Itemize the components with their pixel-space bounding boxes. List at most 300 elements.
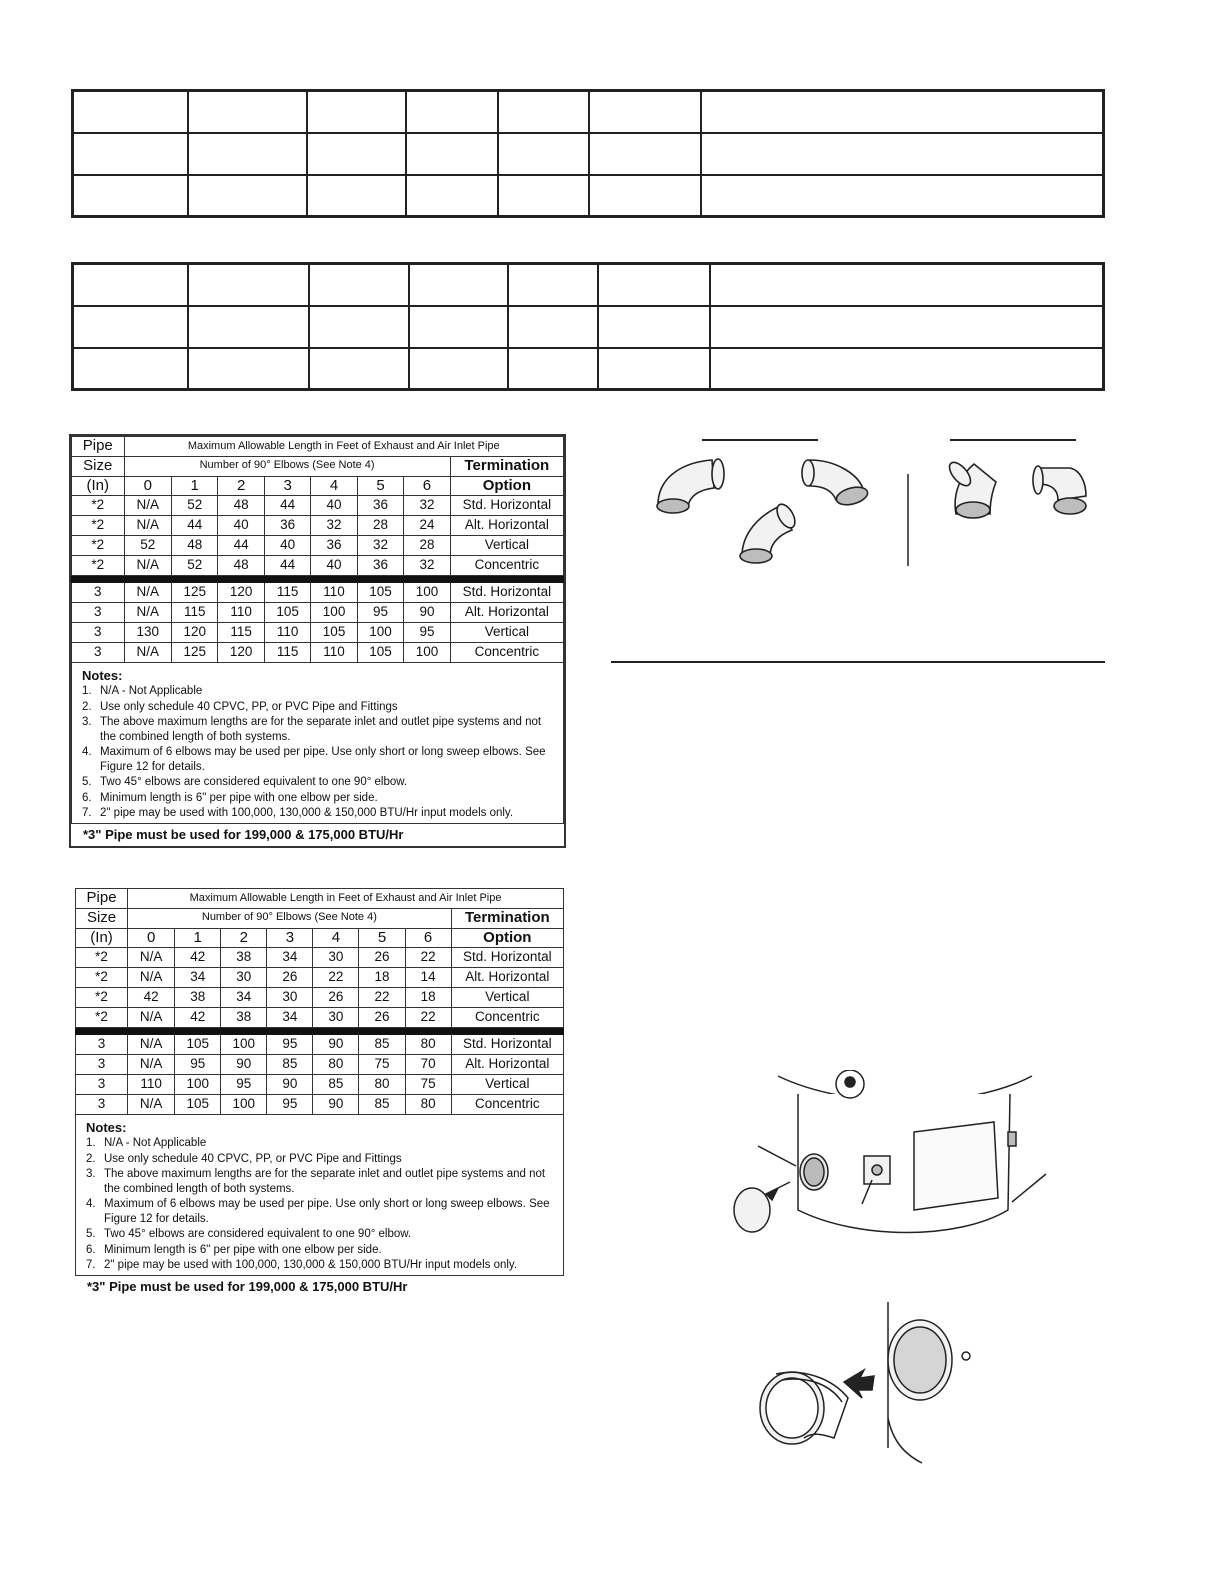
remove-arrow-icon xyxy=(766,1182,790,1200)
length-cell: 34 xyxy=(175,968,221,988)
notes-section xyxy=(75,1115,564,1276)
length-cell: 32 xyxy=(357,536,403,556)
length-cell: 36 xyxy=(311,536,357,556)
length-cell: 75 xyxy=(359,1055,405,1075)
length-cell: 3 xyxy=(72,583,125,603)
length-cell: 36 xyxy=(357,496,403,516)
termination-cell: Std. Horizontal xyxy=(451,948,563,968)
table-row xyxy=(76,988,564,1008)
termination-label: Termination xyxy=(451,908,563,928)
note-item xyxy=(82,745,553,775)
length-cell: 85 xyxy=(267,1055,313,1075)
length-cell: 40 xyxy=(264,536,310,556)
length-cell: N/A xyxy=(128,1095,175,1115)
length-cell: 110 xyxy=(311,583,357,603)
elbow-count-header: Number of 90° Elbows (See Note 4) xyxy=(124,456,450,476)
note-number: 2. xyxy=(82,700,92,713)
length-cell: 28 xyxy=(357,516,403,536)
blank-table-cell xyxy=(598,348,710,390)
blank-table-row xyxy=(73,306,1104,348)
inch-label: (In) xyxy=(76,928,128,948)
length-cell: 100 xyxy=(221,1035,267,1055)
length-cell: 18 xyxy=(405,988,451,1008)
length-cell: 100 xyxy=(357,623,403,643)
water-heater-vent-cap-figure xyxy=(728,1070,1058,1250)
note-item xyxy=(82,791,553,806)
termination-cell: Concentric xyxy=(450,556,563,576)
blank-table-1 xyxy=(71,89,1105,218)
table-row xyxy=(76,948,564,968)
table-row xyxy=(72,603,564,623)
blank-table-cell xyxy=(409,264,509,306)
blank-table-cell xyxy=(188,306,309,348)
side-knob-icon xyxy=(1008,1132,1016,1146)
size-label: Size xyxy=(72,456,125,476)
length-cell: 26 xyxy=(359,948,405,968)
note-text: N/A - Not Applicable xyxy=(104,1137,207,1150)
table-row xyxy=(76,1095,564,1115)
pipe-label: Pipe xyxy=(72,437,125,457)
note-text: The above maximum lengths are for the separate inlet and outlet pipe systems and not the combined length of both systems. xyxy=(100,715,542,743)
table-separator xyxy=(72,576,564,583)
length-cell: 36 xyxy=(264,516,310,536)
termination-cell: Alt. Horizontal xyxy=(450,603,563,623)
note-text: Minimum length is 6" per pipe with one elbow per side. xyxy=(104,1243,382,1256)
length-cell: 100 xyxy=(221,1095,267,1115)
length-cell: 44 xyxy=(264,496,310,516)
table-row xyxy=(72,583,564,603)
elbow-count-3: 3 xyxy=(264,476,310,496)
header-row-1 xyxy=(76,889,564,909)
table-row xyxy=(72,516,564,536)
note-number: 5. xyxy=(82,776,92,789)
length-cell: 105 xyxy=(357,583,403,603)
length-cell: 48 xyxy=(171,536,217,556)
length-cell: 32 xyxy=(311,516,357,536)
table-row xyxy=(76,1008,564,1028)
length-cell: *2 xyxy=(76,1008,128,1028)
length-cell: *2 xyxy=(72,496,125,516)
note-text: Two 45° elbows are considered equivalent to one 90° elbow. xyxy=(104,1228,412,1241)
elbow-fittings-figure xyxy=(640,430,1120,580)
length-cell: 80 xyxy=(359,1075,405,1095)
length-cell: 90 xyxy=(221,1055,267,1075)
length-cell: 110 xyxy=(311,643,357,663)
length-cell: 100 xyxy=(311,603,357,623)
length-cell: *2 xyxy=(76,988,128,1008)
length-cell: 3 xyxy=(76,1055,128,1075)
blank-table-cell xyxy=(409,306,509,348)
length-cell: 32 xyxy=(404,556,450,576)
blank-table-cell xyxy=(188,348,309,390)
note-number: 3. xyxy=(86,1167,96,1180)
length-cell: 26 xyxy=(359,1008,405,1028)
length-cell: 28 xyxy=(404,536,450,556)
length-cell: 3 xyxy=(72,643,125,663)
length-cell: 22 xyxy=(359,988,405,1008)
length-cell: *2 xyxy=(76,948,128,968)
note-item xyxy=(86,1136,553,1151)
elbow-count-0: 0 xyxy=(124,476,171,496)
max-length-header: Maximum Allowable Length in Feet of Exhaust and Air Inlet Pipe xyxy=(124,437,563,457)
length-cell: 40 xyxy=(311,496,357,516)
length-cell: 3 xyxy=(76,1075,128,1095)
note-item xyxy=(86,1258,553,1273)
length-cell: 125 xyxy=(171,583,217,603)
blank-table-1-body xyxy=(73,91,1104,217)
max-length-header: Maximum Allowable Length in Feet of Exhaust and Air Inlet Pipe xyxy=(128,889,564,909)
length-cell: N/A xyxy=(124,496,171,516)
length-cell: 95 xyxy=(221,1075,267,1095)
length-cell: 90 xyxy=(313,1035,359,1055)
blank-table-cell xyxy=(188,264,309,306)
length-cell: 85 xyxy=(313,1075,359,1095)
termination-cell: Vertical xyxy=(451,1075,563,1095)
blank-table-2 xyxy=(71,262,1105,391)
vent-coupling-figure xyxy=(752,1298,982,1468)
length-cell: 115 xyxy=(264,643,310,663)
blank-table-cell xyxy=(188,91,307,133)
length-cell: 120 xyxy=(218,643,264,663)
elbow-count-1: 1 xyxy=(171,476,217,496)
note-item xyxy=(82,775,553,790)
note-item xyxy=(82,715,553,745)
blank-table-row xyxy=(73,91,1104,133)
elbow-count-2: 2 xyxy=(218,476,264,496)
note-item xyxy=(86,1243,553,1258)
blank-table-cell xyxy=(406,91,499,133)
elbow-count-5: 5 xyxy=(359,928,405,948)
length-cell: 52 xyxy=(171,496,217,516)
note-item xyxy=(82,700,553,715)
length-cell: 40 xyxy=(218,516,264,536)
blank-table-cell xyxy=(589,91,701,133)
blank-table-cell xyxy=(188,133,307,175)
length-cell: 95 xyxy=(404,623,450,643)
length-cell: N/A xyxy=(124,643,171,663)
length-cell: 105 xyxy=(264,603,310,623)
length-cell: 105 xyxy=(311,623,357,643)
pipe-label: Pipe xyxy=(76,889,128,909)
table-row xyxy=(72,536,564,556)
length-cell: 42 xyxy=(128,988,175,1008)
three-inch-pipe-footer: *3" Pipe must be used for 199,000 & 175,000 BTU/Hr xyxy=(87,1278,408,1294)
length-cell: 30 xyxy=(313,1008,359,1028)
table-row xyxy=(72,556,564,576)
length-cell: 38 xyxy=(175,988,221,1008)
termination-cell: Concentric xyxy=(450,643,563,663)
length-cell: 52 xyxy=(124,536,171,556)
elbow-count-1: 1 xyxy=(175,928,221,948)
length-cell: 14 xyxy=(405,968,451,988)
length-cell: 42 xyxy=(175,948,221,968)
size-label: Size xyxy=(76,908,128,928)
table-row xyxy=(72,643,564,663)
length-cell: 80 xyxy=(313,1055,359,1075)
note-number: 1. xyxy=(82,685,92,698)
length-cell: 24 xyxy=(404,516,450,536)
blank-table-cell xyxy=(73,91,189,133)
note-text: Minimum length is 6" per pipe with one elbow per side. xyxy=(100,791,378,804)
length-cell: 105 xyxy=(175,1095,221,1115)
length-cell: 85 xyxy=(359,1035,405,1055)
blank-table-cell xyxy=(701,175,1104,217)
length-cell: 36 xyxy=(357,556,403,576)
blank-table-cell xyxy=(73,264,189,306)
length-cell: 90 xyxy=(267,1075,313,1095)
note-text: Use only schedule 40 CPVC, PP, or PVC Pipe and Fittings xyxy=(100,700,398,713)
elbow-count-5: 5 xyxy=(357,476,403,496)
termination-label: Termination xyxy=(450,456,563,476)
length-cell: 105 xyxy=(175,1035,221,1055)
blank-table-cell xyxy=(498,133,589,175)
elbow-count-2: 2 xyxy=(221,928,267,948)
elbow-count-3: 3 xyxy=(267,928,313,948)
length-cell: 95 xyxy=(267,1035,313,1055)
length-cell: 44 xyxy=(171,516,217,536)
notes-list xyxy=(82,684,553,821)
length-cell: 30 xyxy=(221,968,267,988)
length-cell: 110 xyxy=(218,603,264,623)
note-item xyxy=(82,684,553,699)
section-rule xyxy=(611,661,1105,663)
length-cell: 44 xyxy=(264,556,310,576)
note-text: The above maximum lengths are for the separate inlet and outlet pipe systems and not the combined length of both systems. xyxy=(104,1167,546,1195)
note-number: 6. xyxy=(86,1243,96,1256)
length-cell: N/A xyxy=(128,1008,175,1028)
length-cell: N/A xyxy=(128,968,175,988)
length-cell: 34 xyxy=(221,988,267,1008)
length-cell: 95 xyxy=(175,1055,221,1075)
header-row-3 xyxy=(72,476,564,496)
blank-table-row xyxy=(73,175,1104,217)
table-row xyxy=(72,496,564,516)
header-row-2 xyxy=(72,456,564,476)
length-cell: 100 xyxy=(175,1075,221,1095)
length-cell: 130 xyxy=(124,623,171,643)
note-text: Maximum of 6 elbows may be used per pipe. Use only short or long sweep elbows. See Figure 12 for details. xyxy=(104,1198,550,1226)
length-cell: 70 xyxy=(405,1055,451,1075)
termination-cell: Vertical xyxy=(451,988,563,1008)
length-cell: 22 xyxy=(313,968,359,988)
elbow-count-0: 0 xyxy=(128,928,175,948)
table-row xyxy=(72,623,564,643)
note-text: Maximum of 6 elbows may be used per pipe. Use only short or long sweep elbows. See Figure 12 for details. xyxy=(100,746,546,774)
length-cell: 115 xyxy=(171,603,217,623)
note-number: 4. xyxy=(82,746,92,759)
length-cell: 100 xyxy=(404,643,450,663)
length-cell: 110 xyxy=(128,1075,175,1095)
termination-cell: Std. Horizontal xyxy=(451,1035,563,1055)
blank-table-cell xyxy=(589,175,701,217)
blank-table-cell xyxy=(309,348,409,390)
blank-table-cell xyxy=(409,348,509,390)
length-cell: 26 xyxy=(313,988,359,1008)
blank-table-cell xyxy=(598,306,710,348)
length-cell: 3 xyxy=(76,1095,128,1115)
note-item xyxy=(86,1197,553,1227)
length-cell: 3 xyxy=(76,1035,128,1055)
blank-table-row xyxy=(73,348,1104,390)
blank-table-cell xyxy=(406,175,499,217)
blank-table-cell xyxy=(307,175,406,217)
termination-cell: Concentric xyxy=(451,1008,563,1028)
notes-section xyxy=(71,663,564,824)
blank-table-cell xyxy=(598,264,710,306)
option-label: Option xyxy=(451,928,563,948)
length-cell: 80 xyxy=(405,1035,451,1055)
length-cell: 115 xyxy=(264,583,310,603)
blank-table-cell xyxy=(307,133,406,175)
blank-table-cell xyxy=(710,264,1104,306)
blank-table-cell xyxy=(508,264,598,306)
note-text: 2" pipe may be used with 100,000, 130,000 & 150,000 BTU/Hr input models only. xyxy=(100,806,514,819)
note-item xyxy=(86,1167,553,1197)
blank-table-cell xyxy=(589,133,701,175)
length-cell: 38 xyxy=(221,948,267,968)
notes-list xyxy=(86,1136,553,1273)
length-cell: N/A xyxy=(124,556,171,576)
blank-table-cell xyxy=(188,175,307,217)
blank-table-cell xyxy=(309,264,409,306)
long-sweep-90-elbow-2-icon xyxy=(802,460,870,508)
short-sweep-90-elbow-icon xyxy=(1033,466,1086,514)
long-sweep-45-elbow-icon xyxy=(740,501,799,563)
note-number: 6. xyxy=(82,791,92,804)
length-cell: 34 xyxy=(267,948,313,968)
termination-cell: Alt. Horizontal xyxy=(451,1055,563,1075)
blank-table-cell xyxy=(406,133,499,175)
length-cell: *2 xyxy=(72,536,125,556)
length-cell: 125 xyxy=(171,643,217,663)
length-cell: 3 xyxy=(72,623,125,643)
termination-cell: Alt. Horizontal xyxy=(451,968,563,988)
elbow-count-header: Number of 90° Elbows (See Note 4) xyxy=(128,908,452,928)
blank-table-cell xyxy=(508,348,598,390)
three-inch-pipe-footer: *3" Pipe must be used for 199,000 & 175,000 BTU/Hr xyxy=(83,826,404,842)
length-cell: 95 xyxy=(357,603,403,623)
note-number: 1. xyxy=(86,1137,96,1150)
note-number: 7. xyxy=(86,1258,96,1271)
long-sweep-90-elbow-icon xyxy=(657,459,724,513)
length-cell: N/A xyxy=(128,948,175,968)
access-panel xyxy=(914,1122,998,1210)
length-cell: N/A xyxy=(124,583,171,603)
length-cell: N/A xyxy=(128,1035,175,1055)
header-row-1 xyxy=(72,437,564,457)
blank-table-cell xyxy=(309,306,409,348)
note-number: 5. xyxy=(86,1228,96,1241)
note-item xyxy=(86,1227,553,1242)
blank-table-cell xyxy=(710,348,1104,390)
length-cell: 80 xyxy=(405,1095,451,1115)
blank-table-cell xyxy=(710,306,1104,348)
elbow-count-6: 6 xyxy=(405,928,451,948)
length-cell: 38 xyxy=(221,1008,267,1028)
length-cell: 52 xyxy=(171,556,217,576)
note-text: Use only schedule 40 CPVC, PP, or PVC Pipe and Fittings xyxy=(104,1152,402,1165)
table-separator xyxy=(76,1028,564,1035)
blank-table-cell xyxy=(498,175,589,217)
length-cell: 90 xyxy=(404,603,450,623)
length-cell: 120 xyxy=(218,583,264,603)
length-cell: 100 xyxy=(404,583,450,603)
length-cell: 105 xyxy=(357,643,403,663)
blank-table-2-body xyxy=(73,264,1104,390)
length-cell: 3 xyxy=(72,603,125,623)
short-sweep-45-elbow-icon xyxy=(946,459,996,518)
notes-title: Notes: xyxy=(82,668,123,684)
length-cell: 34 xyxy=(267,1008,313,1028)
blank-table-cell xyxy=(307,91,406,133)
length-cell: 30 xyxy=(267,988,313,1008)
elbow-count-4: 4 xyxy=(313,928,359,948)
length-cell: N/A xyxy=(124,516,171,536)
length-cell: 48 xyxy=(218,556,264,576)
length-cell: 110 xyxy=(264,623,310,643)
length-cell: *2 xyxy=(76,968,128,988)
termination-cell: Std. Horizontal xyxy=(450,583,563,603)
header-row-3 xyxy=(76,928,564,948)
note-item xyxy=(86,1152,553,1167)
body-pointer xyxy=(1012,1174,1046,1202)
length-cell: *2 xyxy=(72,516,125,536)
blank-table-cell xyxy=(701,133,1104,175)
length-cell: 75 xyxy=(405,1075,451,1095)
blank-table-cell xyxy=(73,348,189,390)
length-cell: 26 xyxy=(267,968,313,988)
note-number: 7. xyxy=(82,806,92,819)
vent-length-table-1 xyxy=(69,434,566,848)
length-cell: 22 xyxy=(405,1008,451,1028)
vent-port-pointer xyxy=(758,1146,796,1166)
blank-table-cell xyxy=(701,91,1104,133)
table-row xyxy=(76,968,564,988)
length-cell: 115 xyxy=(218,623,264,643)
note-number: 3. xyxy=(82,715,92,728)
note-item xyxy=(82,806,553,821)
blank-table-row xyxy=(73,264,1104,306)
length-cell: 30 xyxy=(313,948,359,968)
length-cell: 32 xyxy=(404,496,450,516)
note-number: 2. xyxy=(86,1152,96,1165)
table-row xyxy=(76,1055,564,1075)
length-cell: 48 xyxy=(218,496,264,516)
length-cell: 44 xyxy=(218,536,264,556)
vent-table-grid xyxy=(71,436,564,663)
length-cell: 120 xyxy=(171,623,217,643)
note-text: N/A - Not Applicable xyxy=(100,685,203,698)
termination-cell: Vertical xyxy=(450,623,563,643)
termination-cell: Vertical xyxy=(450,536,563,556)
vent-length-table-2 xyxy=(75,888,564,1298)
length-cell: 22 xyxy=(405,948,451,968)
heater-side-curve xyxy=(888,1418,922,1463)
blank-table-cell xyxy=(508,306,598,348)
blank-table-cell xyxy=(73,306,189,348)
insert-arrow-icon xyxy=(844,1370,874,1398)
length-cell: 18 xyxy=(359,968,405,988)
note-number: 4. xyxy=(86,1198,96,1211)
inch-label: (In) xyxy=(72,476,125,496)
header-row-2 xyxy=(76,908,564,928)
note-text: Two 45° elbows are considered equivalent to one 90° elbow. xyxy=(100,776,408,789)
table-row xyxy=(76,1075,564,1095)
note-text: 2" pipe may be used with 100,000, 130,000 & 150,000 BTU/Hr input models only. xyxy=(104,1258,518,1271)
length-cell: N/A xyxy=(124,603,171,623)
option-label: Option xyxy=(450,476,563,496)
termination-cell: Alt. Horizontal xyxy=(450,516,563,536)
